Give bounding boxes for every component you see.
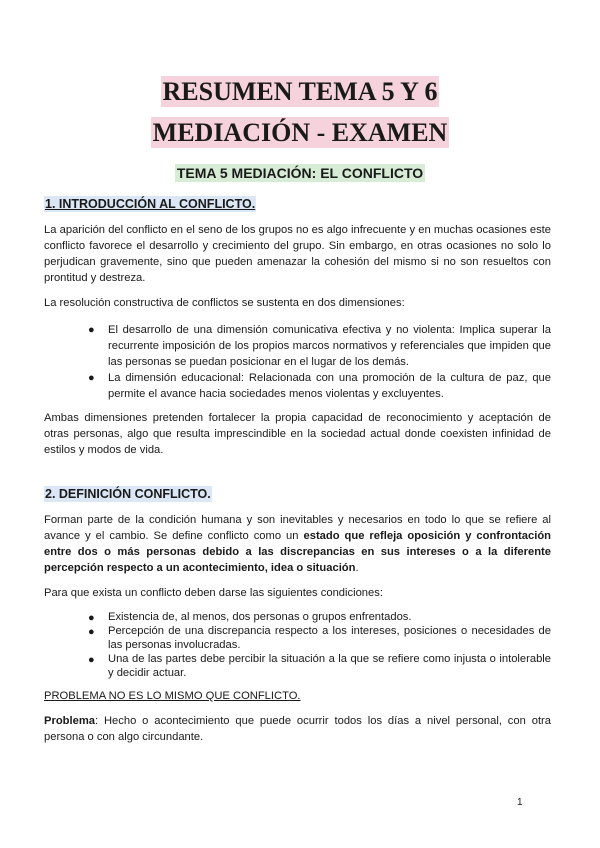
document-title-line2: MEDIACIÓN - EXAMEN <box>152 118 448 147</box>
document-subtitle: TEMA 5 MEDIACIÓN: EL CONFLICTO <box>176 165 424 181</box>
bullet-marker: ● <box>88 612 95 624</box>
section2-bullet-1: Existencia de, al menos, dos personas o grupos enfrentados. <box>108 611 412 623</box>
section2-paragraph2: Para que exista un conflicto deben darse las siguientes condiciones: <box>44 587 383 599</box>
bullet-marker: ● <box>88 324 95 336</box>
problem-definition: Problema: Hecho o acontecimiento que puede ocurrir todos los días a nivel personal, con otra persona o con algo circundante. <box>44 715 551 743</box>
section2-paragraph1: Forman parte de la condición humana y son inevitables y necesarios en todo lo que se refiere al avance y el cambio. Se define conflicto como un estado que refleja oposición y confrontación entre dos o más personas debido a las discrepancias en sus intereses o a la diferente percepción respecto a un acontecimiento, idea o situación. <box>44 514 552 574</box>
section2-bullet-2: Percepción de una discrepancia respecto a los intereses, posiciones o necesidades de las personas involucradas. <box>108 625 551 651</box>
document-title-line1: RESUMEN TEMA 5 Y 6 <box>162 77 438 106</box>
bullet-marker: ● <box>88 372 95 384</box>
section1-paragraph3: Ambas dimensiones pretenden fortalecer la propia capacidad de reconocimiento y aceptación de otras personas, algo que resulta imprescindible en la sociedad actual donde coexisten infinidad de estilos y modos de vida. <box>44 412 551 456</box>
section1-bullet-1: El desarrollo de una dimensión comunicativa efectiva y no violenta: Implica superar la recurrente imposición de los propios marcos normativos y referenciales que impiden que las personas se puedan posicionar en el lugar de los demás. <box>108 324 551 368</box>
section1-paragraph1: La aparición del conflicto en el seno de los grupos no es algo infrecuente y en muchas ocasiones este conflicto favorece el desarrollo y crecimiento del grupo. Sin embargo, en otras ocasiones no solo lo perjudican gravemente, sino que pueden amenazar la cohesión del mismo si no son resueltos con prontitud y destreza. <box>44 224 551 284</box>
conflict-definition-bold: estado que refleja oposición y confrontación entre dos o más personas debido a las discrepancias en sus intereses o a la diferente percepción respecto a un acontecimiento, idea o situación <box>44 530 552 574</box>
bullet-marker: ● <box>88 626 95 638</box>
section2-bullet-3: Una de las partes debe percibir la situación a la que se refiere como injusta o intolerable y decidir actuar. <box>108 653 551 679</box>
section2-heading: 2. DEFINICIÓN CONFLICTO. <box>45 487 211 501</box>
problem-heading: PROBLEMA NO ES LO MISMO QUE CONFLICTO. <box>44 690 301 702</box>
section1-bullet-2: La dimensión educacional: Relacionada con una promoción de la cultura de paz, que permite el avance hacia sociedades menos violentas y excluyentes. <box>108 372 551 400</box>
bullet-marker: ● <box>88 654 95 666</box>
section1-heading: 1. INTRODUCCIÓN AL CONFLICTO. <box>45 197 256 211</box>
problem-term: Problema <box>44 715 95 727</box>
section1-paragraph2: La resolución constructiva de conflictos se sustenta en dos dimensiones: <box>44 297 405 309</box>
page-number: 1 <box>517 797 523 808</box>
